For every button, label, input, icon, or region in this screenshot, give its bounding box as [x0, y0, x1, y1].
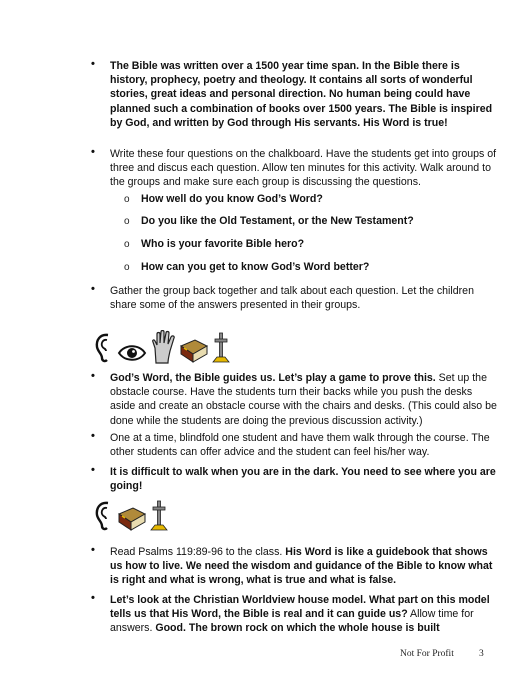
text-run: One at a time, blindfold one student and have them walk through the course. The other students can offer advice and the student can feel his/her way.: [110, 432, 490, 459]
hand-icon: [150, 330, 176, 364]
text-run: It is difficult to walk when you are in the dark. You need to see where you are going!: [110, 466, 496, 493]
text-run: Gather the group back together and talk about each question. Let the children share some of the answers presented in their groups.: [110, 285, 474, 312]
text-run: Write these four questions on the chalkboard. Have the students get into groups of three and discus each question. Allow ten minutes for this activity. Walk around to the groups and make sure each group is discussing the questions.: [110, 148, 497, 189]
sub-bullet-marker: o: [124, 239, 130, 250]
sense-icons-row-1: [94, 330, 230, 364]
bullet-marker: •: [91, 283, 95, 295]
bible-icon: [179, 338, 209, 364]
sense-icons-row-2: [94, 500, 168, 532]
text-run: His Word is like a guidebook that shows us how to live. We need the wisdom and guidance of the Bible to know what is right and what is wrong, what is true and what is false.: [110, 546, 493, 587]
paragraph-mid-2: [110, 431, 498, 459]
ear-icon: [94, 332, 114, 364]
bullet-marker: •: [91, 592, 95, 604]
footer-page-number: 3: [479, 649, 484, 659]
text-run: Allow time for answers.: [110, 608, 474, 635]
text-run: Set up the obstacle course. Have the students turn their backs while you push the desks aside and create an obstacle course with the chairs and desks. (This could also be done while the students are doing the previous discussion activity.): [110, 372, 497, 427]
cross-icon: [150, 500, 168, 532]
sub-bullet-marker: o: [124, 194, 130, 205]
paragraph-top-2: [110, 147, 498, 190]
paragraph-top-1: [110, 59, 498, 130]
paragraph-gather: [110, 284, 498, 312]
bullet-marker: •: [91, 544, 95, 556]
bullet-marker: •: [91, 370, 95, 382]
discussion-question: How well do you know God’s Word?: [141, 193, 323, 205]
text-run: The Bible was written over a 1500 year time span. In the Bible there is history, prophecy, poetry and theology. It contains all sorts of wonderful stories, great ideas and personal direction. No human being could have planned such a combination of books over 1500 years. The Bible is inspired by God, and written by God through His servants. His Word is true!: [110, 60, 493, 129]
sub-bullet-marker: o: [124, 262, 130, 273]
bible-icon: [117, 506, 147, 532]
ear-icon: [94, 500, 114, 532]
text-run: Read Psalms 119:89-96 to the class.: [110, 546, 286, 558]
footer-label: Not For Profit: [400, 649, 454, 659]
discussion-question: How can you get to know God’s Word better?: [141, 261, 370, 273]
paragraph-bottom-2: [110, 593, 498, 636]
bullet-marker: •: [91, 146, 95, 158]
text-run: Good. The brown rock on which the whole house is built: [155, 622, 440, 635]
eye-icon: [117, 342, 147, 364]
bullet-marker: •: [91, 464, 95, 476]
text-run: God’s Word, the Bible guides us. Let’s play a game to prove this.: [110, 372, 436, 384]
paragraph-mid-1: [110, 371, 498, 428]
discussion-question: Do you like the Old Testament, or the New Testament?: [141, 215, 414, 227]
cross-icon: [212, 332, 230, 364]
sub-bullet-marker: o: [124, 216, 130, 227]
bullet-marker: •: [91, 430, 95, 442]
paragraph-mid-3: [110, 465, 498, 493]
text-run: Let’s look at the Christian Worldview house model. What part on this model tells us that His Word, the Bible is real and it can guide us?: [110, 594, 490, 621]
paragraph-bottom-1: [110, 545, 498, 588]
discussion-question: Who is your favorite Bible hero?: [141, 238, 305, 250]
bullet-marker: •: [91, 58, 95, 70]
